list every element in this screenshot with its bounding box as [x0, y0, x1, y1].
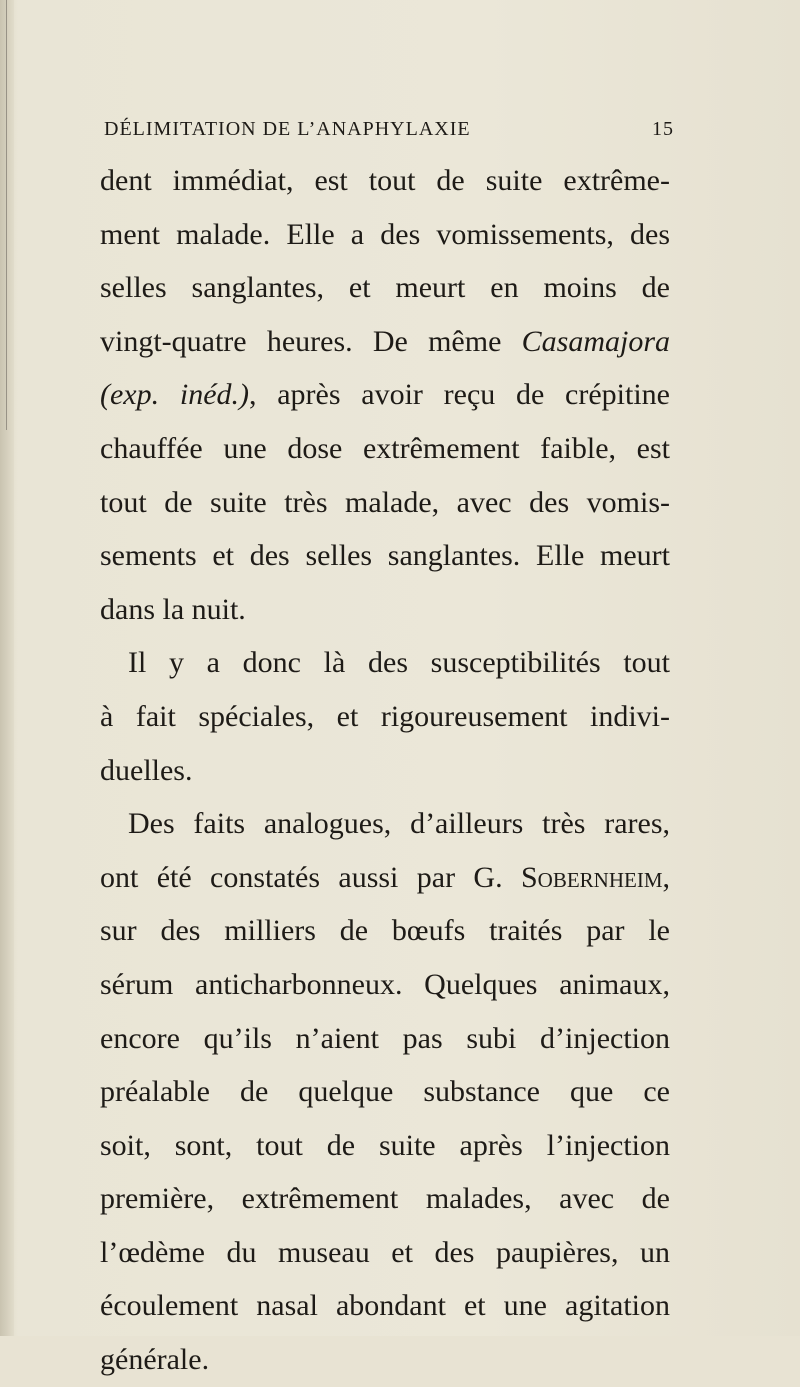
text-line-6: chauffée une dose extrêmement faible, est: [100, 431, 670, 465]
text-line-23: générale.: [100, 1343, 210, 1377]
text-line-14-comma: ,: [662, 860, 670, 894]
running-head: [104, 118, 674, 148]
text-line-17: encore qu’ils n’aient pas subi d’injection: [100, 1021, 670, 1055]
text-line-14-roman: ont été constatés aussi par G.: [100, 860, 521, 894]
text-line-4: [100, 315, 670, 369]
author-name-sobernheim: Sobernheim: [520, 860, 663, 894]
text-line-15: sur des milliers de bœufs traités par le: [100, 914, 670, 948]
text-line-8: sements et des selles sanglantes. Elle meurt: [100, 539, 670, 573]
text-line-18: préalable de quelque substance que ce: [100, 1075, 670, 1109]
body-text: [100, 154, 670, 1387]
text-line-2: ment malade. Elle a des vomissements, des: [100, 217, 670, 251]
text-line-4-roman: vingt-quatre heures. De même: [100, 324, 522, 358]
binding-edge: [0, 0, 14, 1336]
citation-exp-ined: (exp. inéd.): [100, 378, 249, 412]
text-line-13: Des faits analogues, d’ailleurs très rares,: [128, 807, 670, 841]
text-line-19: soit, sont, tout de suite après l’injection: [100, 1128, 670, 1162]
running-title: DÉLIMITATION DE L’ANAPHYLAXIE: [104, 118, 471, 140]
text-line-22: écoulement nasal abondant et une agitation: [100, 1289, 670, 1323]
text-line-10: Il y a donc là des susceptibilités tout: [128, 646, 670, 680]
binding-line: [6, 0, 7, 430]
text-line-16: sérum anticharbonneux. Quelques animaux,: [100, 967, 670, 1001]
text-line-5-roman: , après avoir reçu de crépitine: [249, 378, 670, 412]
text-line-7: tout de suite très malade, avec des vomis-: [100, 485, 670, 519]
text-line-14: [100, 851, 670, 905]
page-number: 15: [652, 118, 674, 140]
author-name-casamajora: Casamajora: [521, 324, 670, 358]
text-line-1: dent immédiat, est tout de suite extrême-: [100, 164, 670, 197]
text-line-5: [100, 368, 670, 422]
text-line-9: dans la nuit.: [100, 592, 246, 626]
text-line-11: à fait spéciales, et rigoureusement indivi-: [100, 699, 670, 733]
text-line-21: l’œdème du museau et des paupières, un: [100, 1235, 670, 1269]
text-line-12: duelles.: [100, 753, 193, 787]
text-line-3: selles sanglantes, et meurt en moins de: [100, 271, 670, 305]
text-line-20: première, extrêmement malades, avec de: [100, 1182, 670, 1216]
